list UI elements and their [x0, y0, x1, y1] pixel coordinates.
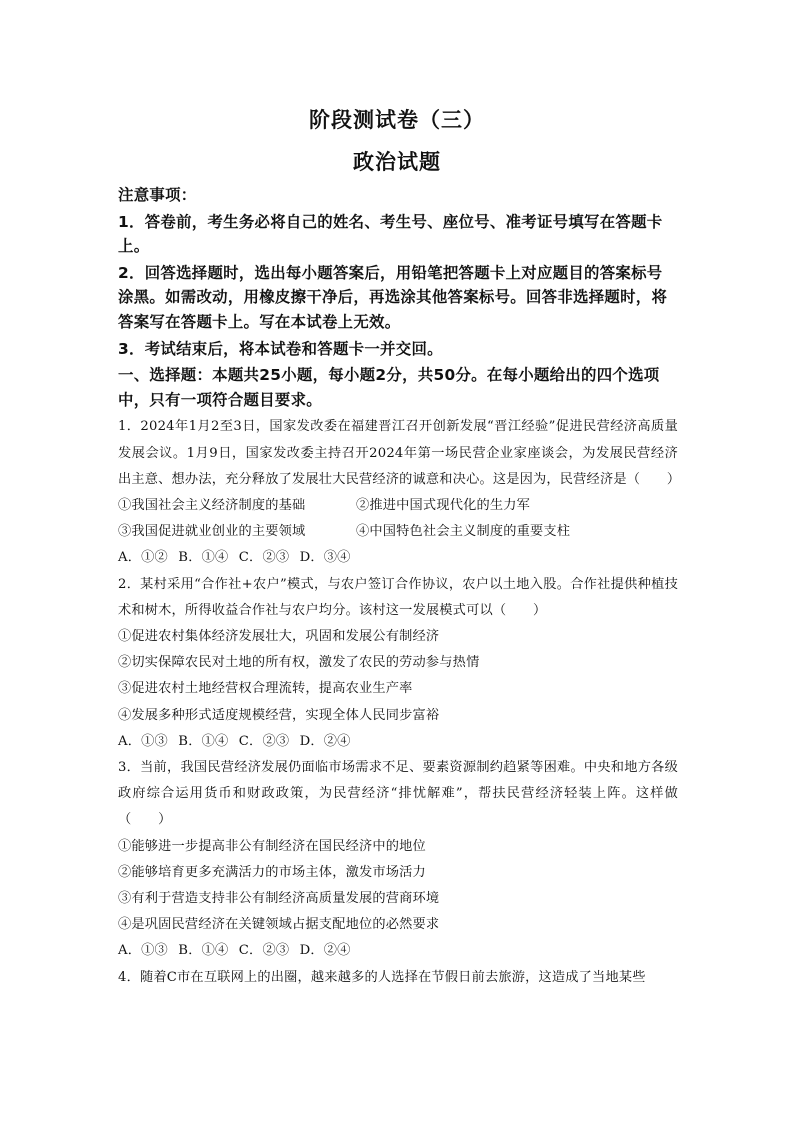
answer-choices: [118, 938, 678, 964]
answer-choice-a[interactable]: A．①②: [118, 550, 168, 566]
question-stem: 1．2024年1月2至3日，国家发改委在福建晋江召开创新发展“晋江经验”促进民营经济高质量发展会议。1月9日，国家发改委主持召开2024年第一场民营企业家座谈会，为发展民营经济出主意、想办法，充分释放了发展壮大民营经济的诚意和决心。这是因为，民营经济是（ ）: [118, 419, 681, 487]
section-heading: 一、选择题：本题共25小题，每小题2分，共50分。在每小题给出的四个选项中，只有一项符合题目要求。: [118, 366, 660, 409]
question-3: [118, 755, 678, 965]
answer-choice-b[interactable]: B．①④: [178, 550, 229, 566]
notice-item: 1．答卷前，考生务必将自己的姓名、考生号、座位号、准考证号填写在答题卡上。: [118, 212, 663, 256]
notice-heading: 注意事项：: [118, 186, 197, 204]
option: ④发展多种形式适度规模经营，实现全体人民同步富裕: [118, 707, 440, 723]
option: ②推进中国式现代化的生力军: [356, 497, 531, 513]
option: ③促进农村土地经营权合理流转，提高农业生产率: [118, 681, 413, 697]
answer-choice-a[interactable]: A．①③: [118, 943, 168, 959]
answer-choice-a[interactable]: A．①③: [118, 733, 168, 749]
option-row: [118, 519, 678, 545]
question-stem: 4．随着C市在互联网上的出圈，越来越多的人选择在节假日前去旅游，这造成了当地某些: [118, 969, 646, 985]
option-row: [118, 493, 678, 519]
page-title: 阶段测试卷（三）: [309, 108, 485, 132]
option: ①能够进一步提高非公有制经济在国民经济中的地位: [118, 838, 426, 854]
answer-choice-d[interactable]: D．③④: [299, 550, 351, 566]
answer-choice-b[interactable]: B．①④: [178, 733, 229, 749]
answer-choice-b[interactable]: B．①④: [178, 943, 229, 959]
option: ①我国社会主义经济制度的基础: [118, 497, 306, 513]
answer-choices: [118, 729, 678, 755]
page-subtitle: 政治试题: [353, 150, 441, 174]
question-2: [118, 572, 678, 755]
answer-choices: [118, 545, 678, 571]
question-stem: 2．某村采用“合作社+农户”模式，与农户签订合作协议，农户以土地入股。合作社提供种植技术和树木，所得收益合作社与农户均分。该村这一发展模式可以（ ）: [118, 576, 678, 618]
option: ②能够培育更多充满活力的市场主体，激发市场活力: [118, 864, 426, 880]
option: ③有利于营造支持非公有制经济高质量发展的营商环境: [118, 891, 440, 906]
answer-choice-c[interactable]: C．②③: [238, 733, 290, 749]
option: ①促进农村集体经济发展壮大，巩固和发展公有制经济: [118, 628, 440, 644]
question-stem: 3．当前，我国民营经济发展仍面临市场需求不足、要素资源制约趋紧等困难。中央和地方各级政府综合运用货币和财政政策，为民营经济“排忧解难”，帮扶民营经济轻装上阵。这样做（ ）: [118, 759, 678, 828]
answer-choice-c[interactable]: C．②③: [238, 943, 290, 959]
option: ④中国特色社会主义制度的重要支柱: [356, 524, 571, 540]
question-1: [118, 414, 681, 571]
answer-choice-d[interactable]: D．②④: [299, 943, 351, 959]
exam-content: [118, 183, 681, 991]
answer-choice-c[interactable]: C．②③: [238, 550, 290, 566]
option: ③我国促进就业创业的主要领域: [118, 524, 306, 540]
question-4: [118, 965, 678, 991]
option: ②切实保障农民对土地的所有权，激发了农民的劳动参与热情: [118, 655, 480, 671]
option: ④是巩固民营经济在关键领域占据支配地位的必然要求: [118, 917, 440, 933]
answer-choice-d[interactable]: D．②④: [299, 733, 351, 749]
notice-item: 3．考试结束后，将本试卷和答题卡一并交回。: [118, 339, 443, 358]
notice-item: 2．回答选择题时，选出每小题答案后，用铅笔把答题卡上对应题目的答案标号涂黑。如需改动，用橡皮擦干净后，再选涂其他答案标号。回答非选择题时，将答案写在答题卡上。写在本试卷上无效。: [118, 263, 668, 331]
